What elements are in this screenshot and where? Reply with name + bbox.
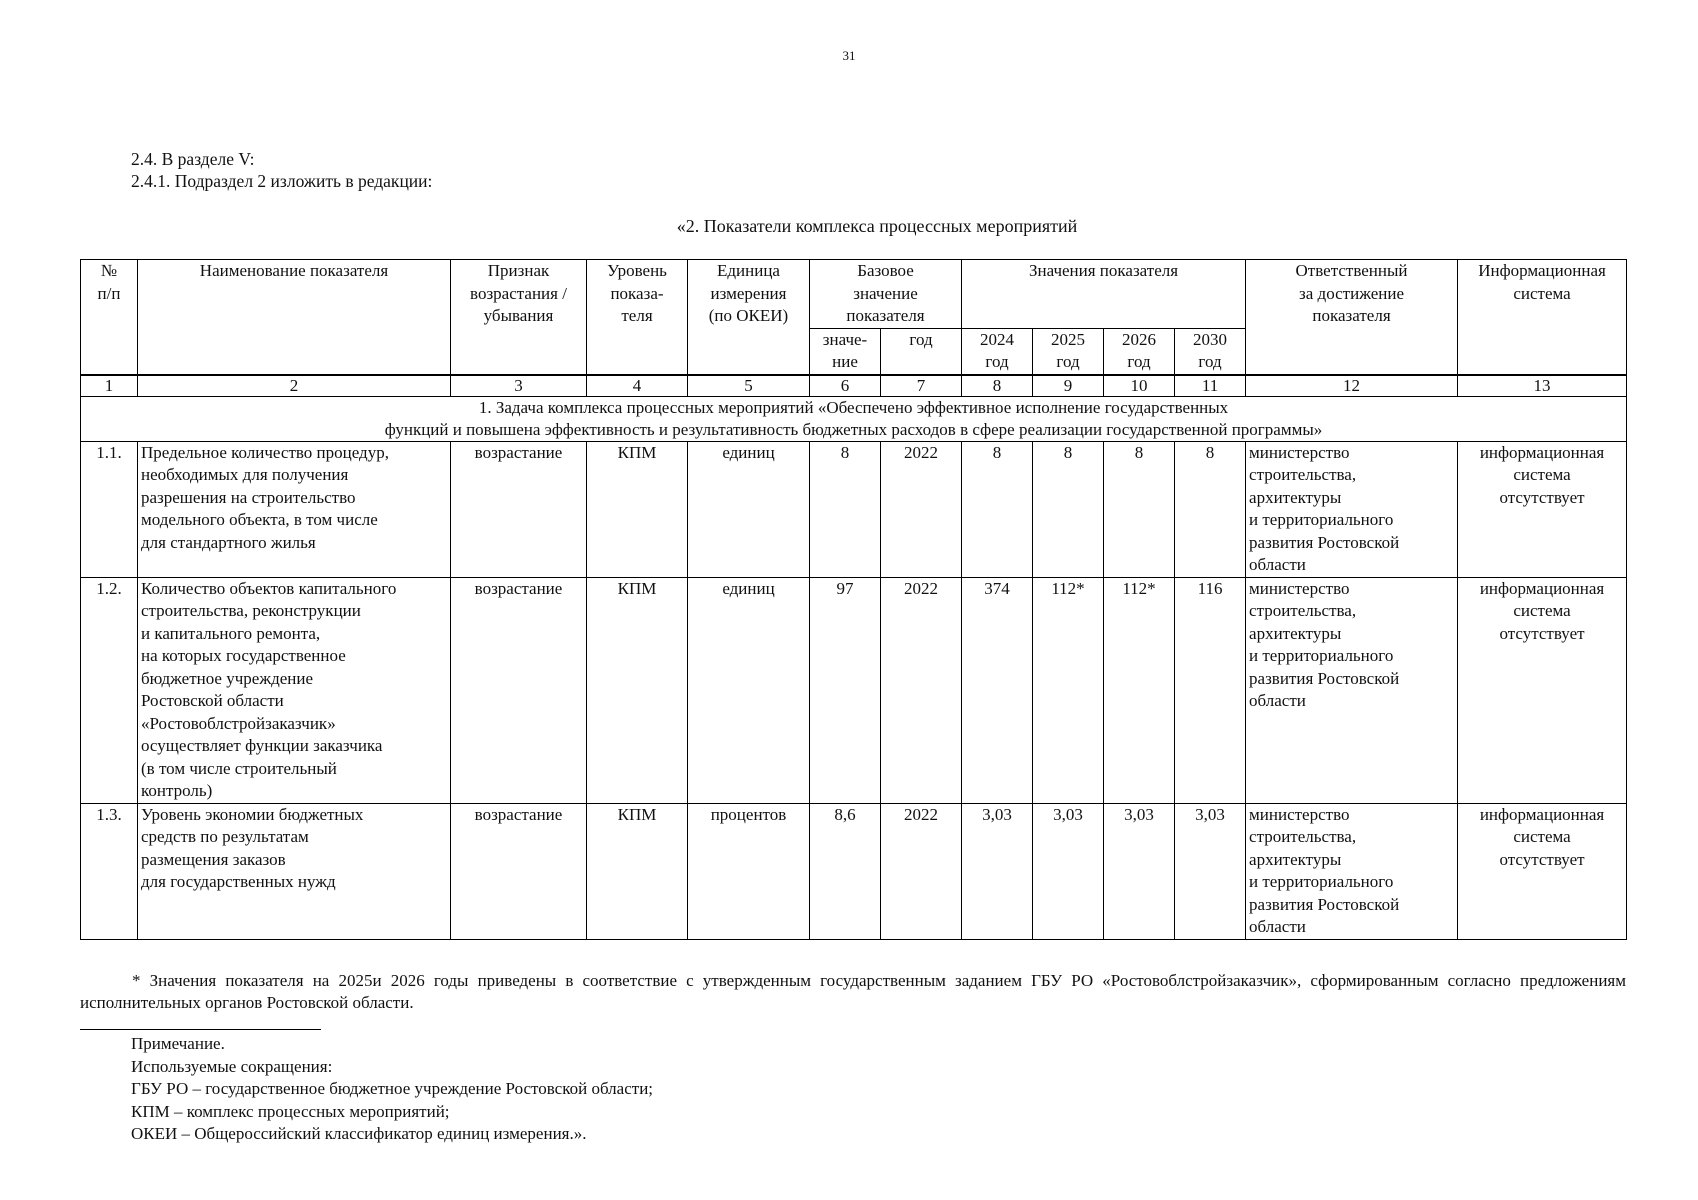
row-num: 1.1. [81,441,138,577]
intro-line-1: 2.4. В разделе V: [131,149,255,169]
column-number: 4 [587,375,688,397]
task-title: 1. Задача комплекса процессных мероприятий «Обеспечено эффективное исполнение государственных функций и повышена эффективность и результативность бюджетных расходов в сфере реализации государственной программы» [81,396,1627,441]
header-2030: 2030 год [1175,328,1246,375]
row-name: Предельное количество процедур, необходимых для получения разрешения на строительство модельного объекта, в том числе для стандартного жилья [138,441,451,577]
task-row [81,396,1627,441]
column-numbers-row [81,375,1627,397]
row-base-year: 2022 [881,577,962,803]
notes-divider [80,1029,321,1030]
row-value-2026: 3,03 [1104,803,1175,939]
table-row [81,803,1627,939]
table-row [81,441,1627,577]
header-row-1 [81,260,1627,329]
column-number: 12 [1246,375,1458,397]
page-number: 31 [842,48,856,63]
intro-block [131,148,432,192]
row-unit: процентов [688,803,810,939]
row-value-2024: 374 [962,577,1033,803]
header-name: Наименование показателя [138,260,451,375]
header-unit: Единица измерения (по ОКЕИ) [688,260,810,375]
row-name: Уровень экономии бюджетных средств по результатам размещения заказов для государственных нужд [138,803,451,939]
row-base-value: 97 [810,577,881,803]
row-value-2025: 112* [1033,577,1104,803]
row-unit: единиц [688,577,810,803]
row-value-2030: 8 [1175,441,1246,577]
row-value-2024: 8 [962,441,1033,577]
note-item: КПМ – комплекс процессных мероприятий; [131,1101,450,1121]
row-base-value: 8,6 [810,803,881,939]
row-info-system: информационная система отсутствует [1458,803,1627,939]
row-value-2026: 8 [1104,441,1175,577]
header-base: Базовое значение показателя [810,260,962,329]
notes-title: Примечание. [131,1034,225,1053]
column-number: 9 [1033,375,1104,397]
column-number: 5 [688,375,810,397]
column-number: 11 [1175,375,1246,397]
row-unit: единиц [688,441,810,577]
row-value-2025: 8 [1033,441,1104,577]
header-2025: 2025 год [1033,328,1104,375]
indicators-table [80,259,1627,940]
row-value-2030: 116 [1175,577,1246,803]
header-base-year: год [881,328,962,375]
header-base-value: значе- ние [810,328,881,375]
header-level: Уровень показа- теля [587,260,688,375]
row-value-2024: 3,03 [962,803,1033,939]
row-level: КПМ [587,441,688,577]
row-base-year: 2022 [881,803,962,939]
row-name: Количество объектов капитального строительства, реконструкции и капитального ремонта, на которых государственное бюджетное учреждение Ростовской области «Ростовоблстройзаказчик» осуществляет функции заказчика (в том числе строительный контроль) [138,577,451,803]
header-num: № п/п [81,260,138,375]
header-info-system: Информационная система [1458,260,1627,375]
column-number: 8 [962,375,1033,397]
row-trend: возрастание [451,803,587,939]
header-2024: 2024 год [962,328,1033,375]
table-caption: «2. Показатели комплекса процессных мероприятий [676,216,1078,236]
row-responsible: министерство строительства, архитектуры и территориального развития Ростовской области [1246,577,1458,803]
column-number: 2 [138,375,451,397]
row-value-2030: 3,03 [1175,803,1246,939]
row-info-system: информационная система отсутствует [1458,441,1627,577]
note-item: ОКЕИ – Общероссийский классификатор единиц измерения.». [131,1124,587,1144]
notes-block [131,1033,653,1146]
row-value-2026: 112* [1104,577,1175,803]
intro-line-2: 2.4.1. Подраздел 2 изложить в редакции: [131,171,433,191]
row-level: КПМ [587,577,688,803]
column-number: 7 [881,375,962,397]
note-item: ГБУ РО – государственное бюджетное учреждение Ростовской области; [131,1079,654,1099]
header-values: Значения показателя [962,260,1246,329]
column-number: 6 [810,375,881,397]
row-responsible: министерство строительства, архитектуры и территориального развития Ростовской области [1246,803,1458,939]
column-number: 1 [81,375,138,397]
row-base-value: 8 [810,441,881,577]
table-row [81,577,1627,803]
header-responsible: Ответственный за достижение показателя [1246,260,1458,375]
row-level: КПМ [587,803,688,939]
row-trend: возрастание [451,441,587,577]
row-trend: возрастание [451,577,587,803]
row-num: 1.2. [81,577,138,803]
row-info-system: информационная система отсутствует [1458,577,1627,803]
header-2026: 2026 год [1104,328,1175,375]
column-number: 3 [451,375,587,397]
row-num: 1.3. [81,803,138,939]
row-base-year: 2022 [881,441,962,577]
header-trend: Признак возрастания / убывания [451,260,587,375]
notes-subtitle: Используемые сокращения: [131,1056,333,1076]
row-value-2025: 3,03 [1033,803,1104,939]
footnote: * Значения показателя на 2025и 2026 годы приведены в соответствие с утвержденным государственным заданием ГБУ РО «Ростовоблстройзаказчик», сформированным согласно предложениям исполнительных органов Ростовской области. [80,971,1626,1012]
column-number: 13 [1458,375,1627,397]
column-number: 10 [1104,375,1175,397]
row-responsible: министерство строительства, архитектуры и территориального развития Ростовской области [1246,441,1458,577]
